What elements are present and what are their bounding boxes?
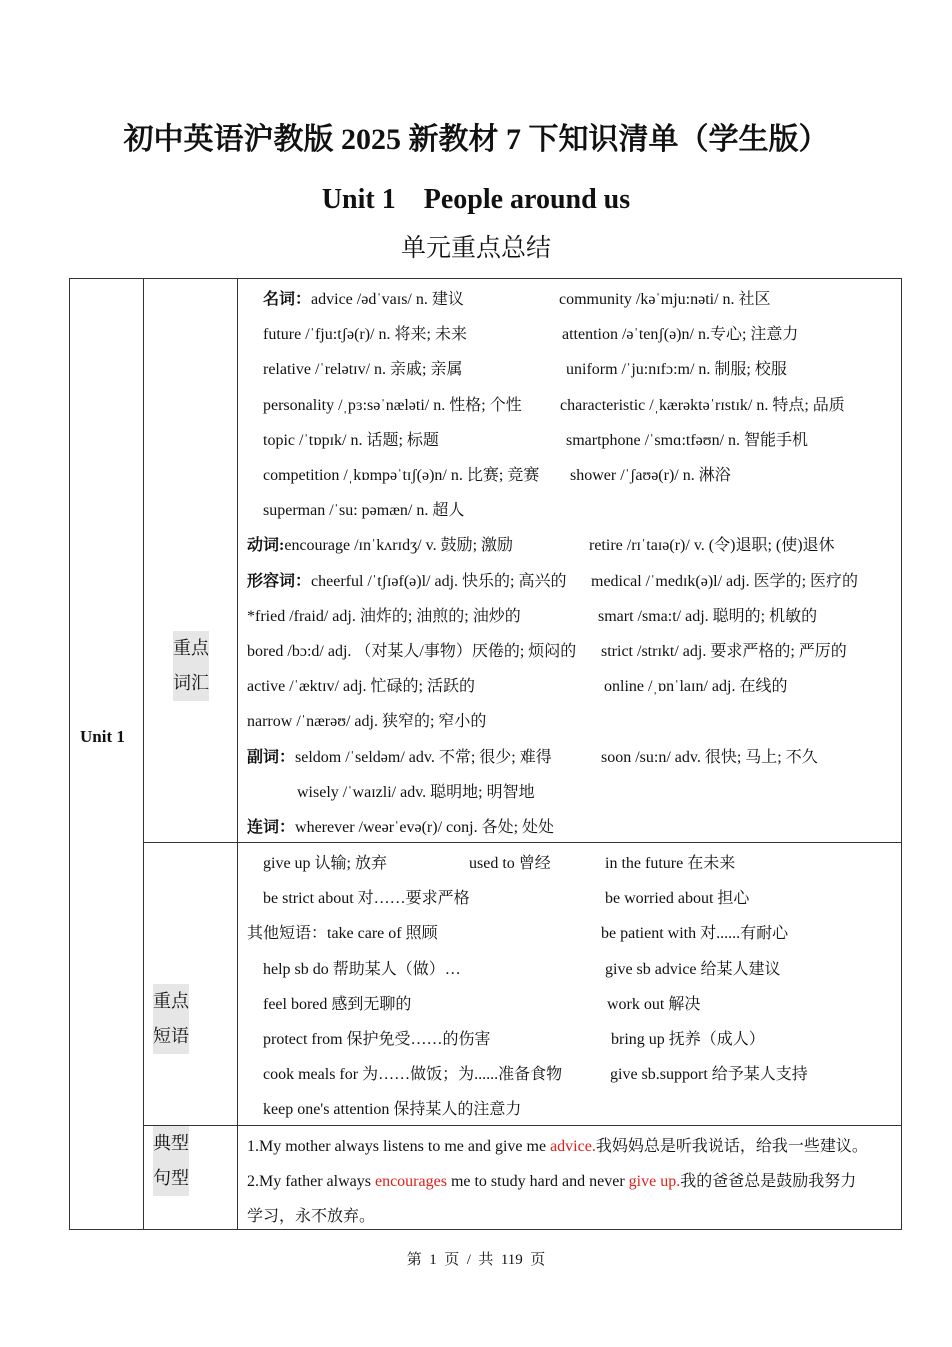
vocab-entry: smart /sma:t/ adj. 聪明的; 机敏的 xyxy=(598,607,818,625)
vocab-left-group xyxy=(263,286,559,309)
vocab-line xyxy=(70,462,739,485)
unit-label: Unit 1 xyxy=(80,727,125,746)
sentence-line xyxy=(247,1133,868,1156)
vocab-line xyxy=(70,779,543,802)
vocab-line xyxy=(70,427,816,450)
sentence-segment: 2.My father always xyxy=(247,1173,375,1191)
vocab-entry: strict /strɪkt/ adj. 要求严格的; 严厉的 xyxy=(601,643,847,660)
vocab-line xyxy=(70,356,795,379)
vocab-entry: medical /ˈmedɪk(ə)l/ adj. 医学的; 医疗的 xyxy=(591,572,859,590)
vocab-category: 动词: xyxy=(247,537,285,555)
phrase-line xyxy=(70,956,789,979)
phrase-line xyxy=(70,850,743,873)
vocab-category: 名词： xyxy=(263,291,312,308)
vocab-entry: bored /bɔ:d/ adj. （对某人/事物）厌倦的; 烦闷的 xyxy=(247,643,577,660)
vocab-line xyxy=(70,744,826,767)
sentence-line xyxy=(247,1203,375,1226)
phrase-entry: help sb do 帮助某人（做）… xyxy=(263,960,461,978)
vocab-entry: superman /ˈsu: pəmæn/ n. 超人 xyxy=(263,502,465,520)
vocab-line xyxy=(70,673,795,696)
vocab-left-group xyxy=(263,356,566,379)
vocab-entry: cheerful /ˈtʃɪəf(ə)l/ adj. 快乐的; 高兴的 xyxy=(311,572,567,590)
vocab-category: 副词： xyxy=(247,748,296,766)
vocab-entry: competition /ˌkɒmpəˈtɪʃ(ə)n/ n. 比赛; 竞赛 xyxy=(263,467,540,484)
vocab-left-group xyxy=(263,462,570,485)
phrase-entry: keep one's attention 保持某人的注意力 xyxy=(263,1101,522,1119)
page-footer: 第 1 页 / 共 119 页 xyxy=(406,1252,546,1268)
phrase-line xyxy=(70,1026,773,1049)
vocab-entry: wherever /weərˈevə(r)/ conj. 各处; 处处 xyxy=(295,819,555,836)
vocab-category: 形容词： xyxy=(247,572,312,590)
unit-heading: Unit 1 People around us xyxy=(321,184,631,215)
phrase-entry: used to 曾经 xyxy=(469,855,551,872)
phrase-entry: give sb advice 给某人建议 xyxy=(605,960,781,978)
phrase-line xyxy=(70,1061,816,1084)
vocab-line xyxy=(70,814,562,837)
sentence-label: 典型 句型 xyxy=(153,1126,189,1196)
phrase-line xyxy=(70,991,708,1014)
phrase-line xyxy=(70,1096,529,1119)
phrase-entry: 其他短语：take care of 照顾 xyxy=(247,925,438,943)
divider xyxy=(143,842,901,843)
vocab-entry: future /ˈfju:tʃə(r)/ n. 将来; 未来 xyxy=(263,326,467,344)
vocab-left-group xyxy=(263,392,560,415)
sentence-segment: encourages xyxy=(374,1173,447,1191)
vocab-left-group xyxy=(263,497,472,520)
sentence-segment: 我妈妈总是听我说话，给我一些建议。 xyxy=(595,1138,868,1155)
vocab-line xyxy=(70,286,779,309)
phrase-entry: be worried about 担心 xyxy=(605,890,750,908)
vocab-entry: active /ˈæktɪv/ adj. 忙碌的; 活跃的 xyxy=(247,678,475,696)
phrase-entry: feel bored 感到无聊的 xyxy=(263,995,412,1013)
phrase-entry: give sb.support 给予某人支持 xyxy=(610,1066,808,1084)
vocab-entry: soon /su:n/ adv. 很快; 马上; 不久 xyxy=(601,748,818,766)
vocab-left-group xyxy=(297,779,543,802)
section-subtitle: 单元重点总结 xyxy=(400,235,551,262)
sentence-segment: 1.My mother always listens to me and give me xyxy=(247,1138,551,1155)
vocab-line xyxy=(70,708,494,731)
vocab-entry: personality /ˌpɜ:səˈnæləti/ n. 性格; 个性 xyxy=(263,396,522,414)
vocab-left-group xyxy=(247,814,562,837)
vocab-entry: relative /ˈrelətɪv/ n. 亲戚; 亲属 xyxy=(263,361,463,379)
vocab-entry: seldom /ˈseldəm/ adv. 不常; 很少; 难得 xyxy=(295,748,552,766)
vocab-category: 连词： xyxy=(247,819,296,836)
sentence-segment: 学习，永不放弃。 xyxy=(247,1208,376,1226)
vocab-entry: narrow /ˈnærəʊ/ adj. 狭窄的; 窄小的 xyxy=(247,713,487,731)
sentence-segment: advice. xyxy=(550,1138,596,1155)
phrase-entry: protect from 保护免受……的伤害 xyxy=(263,1031,491,1048)
vocab-entry: topic /ˈtɒpɪk/ n. 话题; 标题 xyxy=(263,431,439,449)
vocab-entry: community /kəˈmju:nəti/ n. 社区 xyxy=(559,291,771,308)
vocab-entry: characteristic /ˌkærəktəˈrɪstɪk/ n. 特点; 品质 xyxy=(560,396,845,414)
vocab-line xyxy=(70,392,853,415)
phrase-entry: bring up 抚养（成人） xyxy=(611,1031,765,1048)
phrase-entry: be patient with 对......有耐心 xyxy=(601,925,789,943)
vocab-entry: shower /ˈʃaʊə(r)/ n. 淋浴 xyxy=(570,467,731,484)
phrase-line xyxy=(70,885,757,908)
vocab-entry: advice /ədˈvaɪs/ n. 建议 xyxy=(311,291,464,308)
vocab-left-group xyxy=(263,321,562,344)
vocab-entry: online /ˌɒnˈlaɪn/ adj. 在线的 xyxy=(604,678,788,696)
vocab-entry: smartphone /ˈsmɑ:tfəʊn/ n. 智能手机 xyxy=(566,431,809,449)
document-title: 初中英语沪教版 2025 新教材 7 下知识清单（学生版） xyxy=(123,123,829,156)
phrase-entry: be strict about 对……要求严格 xyxy=(263,890,470,908)
phrase-entry: cook meals for 为……做饭；为......准备食物 xyxy=(263,1066,563,1084)
vocab-left-group xyxy=(263,427,566,450)
phrase-entry: give up 认输; 放弃 xyxy=(263,855,387,872)
divider xyxy=(143,1125,901,1126)
vocab-line xyxy=(70,638,855,661)
vocab-entry: uniform /ˈju:nɪfɔ:m/ n. 制服; 校服 xyxy=(566,361,787,379)
vocab-entry: *fried /fraid/ adj. 油炸的; 油煎的; 油炒的 xyxy=(247,607,521,625)
vocab-left-group xyxy=(247,744,601,767)
vocab-line xyxy=(70,603,825,626)
sentence-segment: 我的爸爸总是鼓励我努力 xyxy=(680,1173,857,1191)
phrase-entry: work out 解决 xyxy=(607,995,701,1013)
vocab-line xyxy=(70,497,472,520)
vocab-line xyxy=(70,532,843,555)
vocab-left-group xyxy=(247,708,494,731)
vocab-entry: wisely /ˈwaɪzli/ adv. 聪明地; 明智地 xyxy=(297,783,535,801)
sentence-line xyxy=(247,1168,856,1191)
vocab-left-group xyxy=(247,568,591,591)
vocab-entry: encourage /ɪnˈkʌrɪdʒ/ v. 鼓励; 激励 xyxy=(284,537,514,555)
vocab-line xyxy=(70,568,866,591)
vocab-left-group xyxy=(247,532,589,555)
knowledge-table xyxy=(69,278,902,1230)
phrase-line xyxy=(70,920,796,943)
vocab-entry: retire /rɪˈtaɪə(r)/ v. (令)退职; (使)退休 xyxy=(589,537,835,555)
phrase-entry: in the future 在未来 xyxy=(605,855,736,872)
sentence-segment: give up. xyxy=(628,1173,681,1191)
vocab-line xyxy=(70,321,806,344)
vocab-label: 重点 词汇 xyxy=(173,631,209,701)
vocab-left-group xyxy=(247,603,598,626)
vocab-left-group xyxy=(247,638,601,661)
vocab-left-group xyxy=(247,673,604,696)
phrase-label: 重点 短语 xyxy=(153,984,189,1054)
sentence-segment: me to study hard and never xyxy=(446,1173,629,1191)
vocab-entry: attention /əˈtenʃ(ə)n/ n.专心; 注意力 xyxy=(562,326,799,344)
